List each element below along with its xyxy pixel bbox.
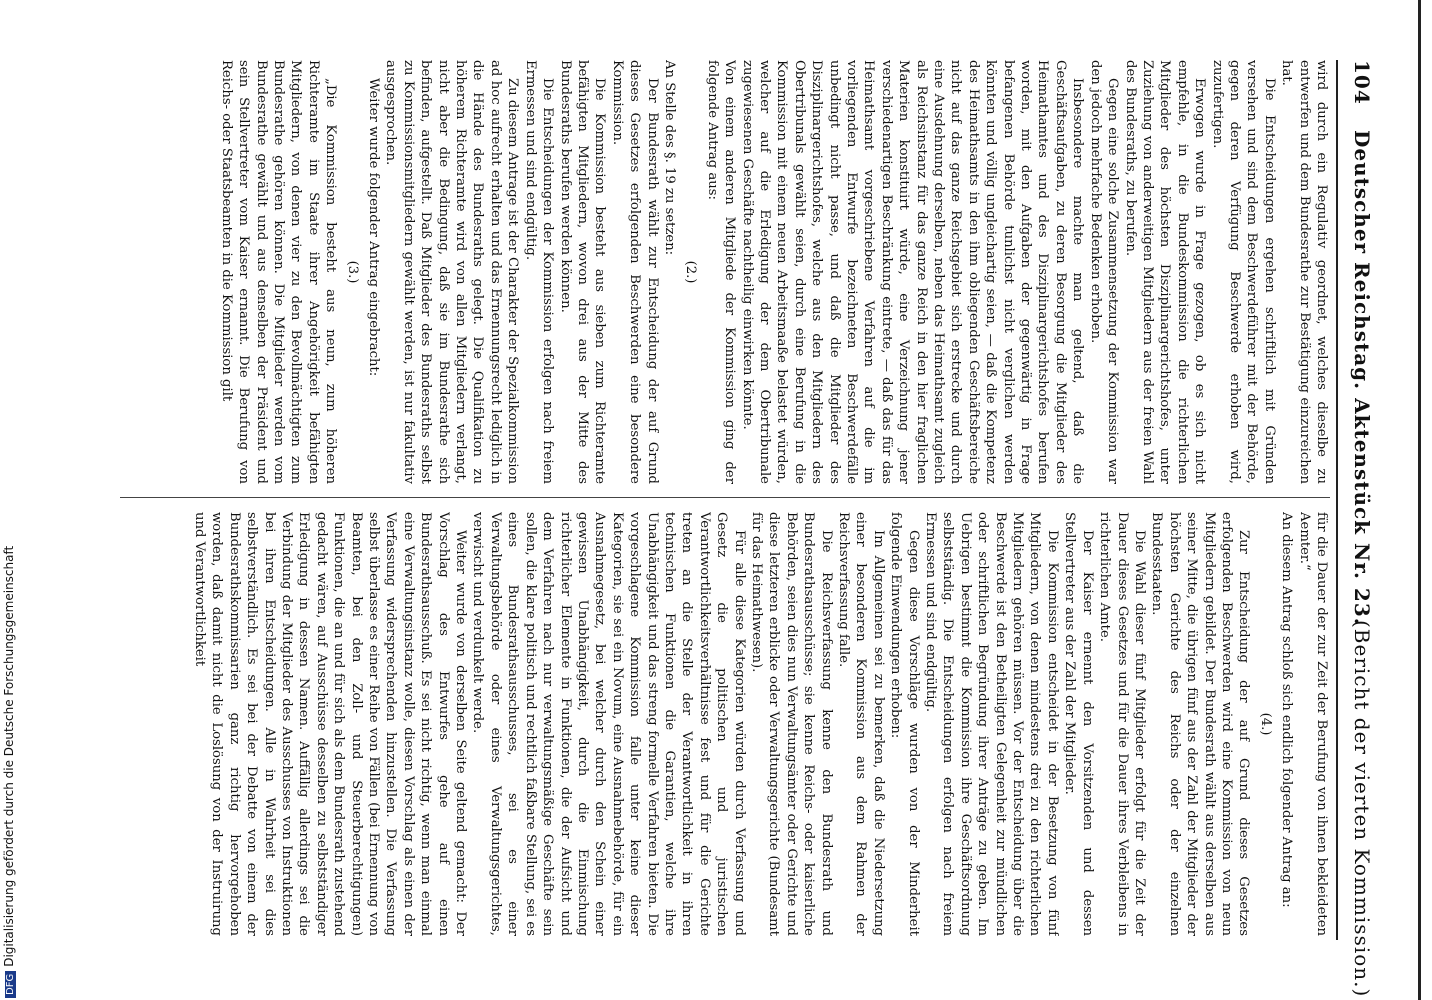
paragraph: An Stelle des §. 19 zu setzen:	[661, 60, 677, 256]
page-title: Deutscher Reichstag. Aktenstück Nr. 23.	[1350, 130, 1374, 626]
paragraph: Die Reichsverfassung kenne den Bundesrath und Bundesrathsausschüsse; sie kenne Reichs- oder kaiserliche Behörden, seien dies nun Verwaltungsämter oder Gerichte und diese letzteren erblicke oder Verwaltungsgerichte (Bundesamt für das Heimathwesen).	[749, 512, 834, 936]
paragraph: Zu diesem Antrage ist der Charakter der Spezialkommission ad hoc aufrecht erhalten und das Ernennungsrecht lediglich in die Hände des Bundesraths gelegt. Die Qualifikation zu höherem Richteramte wird von allen Mitgliedern verlangt, nicht aber die Bedingung, daß sie im Bundesrathe sich befinden, aufgestellt. Daß Mitglieder des Bundesraths selbst zu Kommissionsmitgliedern gewählt werden, ist nur fakultativ ausgesprochen.	[383, 60, 521, 484]
page-edge	[1418, 0, 1421, 1000]
section-number: (4.)	[1257, 712, 1273, 736]
rotated-page-content	[88, 60, 1378, 998]
paragraph: Gegen diese Vorschläge wurden von der Minderheit folgende Einwendungen erhoben:	[888, 512, 921, 936]
header-rule	[1336, 60, 1338, 940]
paragraph: Gegen eine solche Zusammensetzung der Kommission war den jedoch mehrfache Bedenken erhoben.	[1087, 60, 1121, 484]
paragraph: Von einem anderen Mitgliede der Kommission ging der folgende Antrag aus:	[704, 60, 738, 484]
paragraph: Im Allgemeinen sei zu bemerken, daß die Niedersetzung einer besonderen Kommission aus dem Rahmen der Reichsverfassung falle.	[836, 512, 886, 936]
paragraph: Erwogen wurde in Frage gezogen, ob es sich nicht empfehle, in die Bundeskommission die richterlichen Mitglieder des höchsten Disziplinargerichtshofes, unter Zuziehung von anderweitigen Mitgliedern aus der freien Wahl des Bundesraths, zu berufen.	[1122, 60, 1208, 484]
page-number: 104	[1350, 60, 1374, 105]
column-divider	[120, 497, 1330, 498]
paragraph: Zur Entscheidung der auf Grund dieses Gesetzes erfolgenden Beschwerden wird eine Kommission von neun Mitgliedern gebildet. Der Bundesrath wählt aus derselben aus seiner Mitte, die übrigen fünf aus der Zahl der Mitglieder der höchsten Gerichte des Reichs oder der einzelnen Bundesstaaten.	[1149, 512, 1252, 936]
paragraph: Die Kommission entscheidet in der Besetzung von fünf Mitgliedern, von denen mindestens drei zu den richterlichen Mitgliedern gehören müssen. Vor der Entscheidung über die Beschwerde ist den Betheiligten Gelegenheit zur mündlichen oder schriftlichen Begründung ihrer Anträge zu geben. Im Uebrigen bestimmt die Kommission ihre Geschäftsordnung selbstständig. Die Entscheidungen erfolgen nach freiem Ermessen und sind endgültig.	[923, 512, 1060, 936]
page-subtitle: (Bericht der vierten Kommission.)	[1350, 620, 1374, 998]
paragraph: Die Kommission besteht aus sieben zum Richteramte befähigten Mitgliedern, wovon drei aus der Mitte des Bundesraths berufen werden können.	[557, 60, 608, 484]
footer-text: Digitalisierung gefördert durch die Deutsche Forschungsgemeinschaft	[2, 545, 16, 967]
paragraph: Weiter wurde von derselben Seite geltend gemacht: Der Vorschlag des Entwurfes gehe auf einen Bundesrathsausschuß. Es sei nicht richtig, wenn man einmal eine Verwaltungsinstanz wolle, diesen Vorschlag als einen der Verfassung widersprechenden hinzustellen. Die Verfassung selbst überlasse es einer Reihe von Fällen (bei Ernennung von Beamten, bei den Zoll- und Steuerberechtigungen) Funktionen, die an und für sich als dem Bundesrath zustehend gedacht wären, auf Ausschüsse desselben zu selbstständiger Erledigung in dessen Namen. Auffällig allerdings sei die Verbindung der Mitglieder des Ausschusses von Instruktionen bei ihren Entscheidungen. Alle in Wahrheit sei dies selbstverständlich. Es sei bei der Debatte von einem der Bundesrathskommissarien ganz richtig hervorgehoben worden, daß damit nicht die Loslösung von der Instruirung und Verantwortlichkeit	[192, 512, 469, 936]
paragraph: Die Entscheidungen der Kommission erfolgen nach freiem Ermessen und sind endgültig.	[522, 60, 556, 484]
page-header	[1342, 60, 1378, 998]
paragraph: Die Entscheidungen ergehen schriftlich mit Gründen versehen und sind dem Beschwerdeführer mit der Behörde, gegen deren Verfügung Beschwerde erhoben wird, zuzufertigen.	[1209, 60, 1277, 484]
digitization-footer	[2, 546, 16, 998]
paragraph: Der Kaiser ernennt den Vorsitzenden und dessen Stellvertreter aus der Zahl der Mitglieder.	[1062, 512, 1095, 936]
paragraph: Für alle diese Kategorien würden durch Verfassung und Gesetz die politischen und juristischen Verantwortlichkeitsverhältnisse fest und für die Gerichte treten an die Stelle der Verantwortlichkeit in ihren technischen Funktionen die Garantien, welche ihre Unabhängigkeit und das streng formelle Verfahren bieten. Die vorgeschlagene Kommission falle unter keine dieser Kategorien, sie sei ein Novum, eine Ausnahmebehörde, für ein Ausnahmegesetz, bei welcher durch den Schein einer gewissen Unabhängigkeit, durch die Einmischung richterlicher Elemente in Funktionen, die der Aufsicht und dem Verfahren nach nur verwaltungsmäßige Geschäfte sein sollen, die klare politisch und rechtlich faßbare Stellung, sei es eines Bundesrathsausschusses, sei es einer Verwaltungsbehörde oder eines Verwaltungsgerichtes, verwischt und verdunkelt werde.	[470, 512, 747, 936]
paragraph: An diesem Antrag schloß sich endlich folgender Antrag an:	[1279, 512, 1295, 908]
paragraph: „Die Kommission besteht aus neun, zum höheren Richteramte im Staate ihrer Angehörigkeit befähigten Mitgliedern, von denen vier zu den Bevollmächtigten zum Bundesrathe gehören können. Die Mitglieder werden vom Bundesrathe gewählt und aus denselben der Präsident und sein Stellvertreter vom Kaiser ernannt. Die Berufung von Reichs- oder Staatsbeamten in die Kommission gilt	[218, 60, 339, 484]
paragraph: wird durch ein Regulativ geordnet, welches dieselbe zu entwerfen und dem Bundesrathe zur Bestätigung einzureichen hat.	[1279, 60, 1329, 484]
paragraph: für die Dauer der zur Zeit der Berufung von ihnen bekleideten Aemter.“	[1296, 512, 1329, 936]
section-number: (2.)	[683, 260, 699, 284]
paragraph: Die Wahl dieser fünf Mitglieder erfolgt für die Zeit der Dauer dieses Gesetzes und für die Dauer ihres Verbleibens in richterlichen Amte.	[1097, 512, 1147, 936]
text-column-right	[100, 512, 1330, 936]
text-column-left	[100, 60, 1330, 484]
paragraph: Der Bundesrath wählt zur Entscheidung der auf Grund dieses Gesetzes erfolgenden Beschwerden eine besondere Kommission.	[609, 60, 660, 484]
dfg-logo: DFG	[5, 971, 16, 998]
section-number: (3.)	[344, 260, 360, 284]
paragraph: Insbesondere machte man geltend, daß die Geschäftsaufgaben, zu deren Besorgung die Mitglieder des Heimathamtes und des Disziplinargerichtshofes berufen worden, mit den Aufgaben der gegenwärtig in Frage befangenen Behörde tunlichst nicht verglichen werden könnten und völlig ungleichartig seien, — daß die Kompetenz des Heimathsamts in den ihm obliegenden Geschäftsbereiche nicht auf das ganze Reichsgebiet sich erstrecke und durch eine Ausdehnung derselben, neben das Heimathsamt zugleich als Reichsinstanz für das ganze Reich in den hier fraglichen Materien konstituirt würde, eine Verzeichnung jener verschiedenartigen Beschränkung eintrete, — daß das für das Heimathsamt vorgeschriebene Verfahren auf die im vorliegenden Entwurfe bezeichneten Beschwerdefälle unbedingt nicht passe, und daß die Mitglieder des Disziplinargerichtshofes, welche aus den Mitgliedern des Obertribunals gewählt seien, durch eine Berufung in die Kommission mit einem neuen Arbeitsmaaße belastet würden, welcher auf die Erledigung der dem Obertribunale zugewiesenen Geschäfte nachtheilig einwirken könnte.	[739, 60, 1086, 484]
paragraph: Weiter wurde folgender Antrag eingebracht:	[366, 78, 382, 377]
